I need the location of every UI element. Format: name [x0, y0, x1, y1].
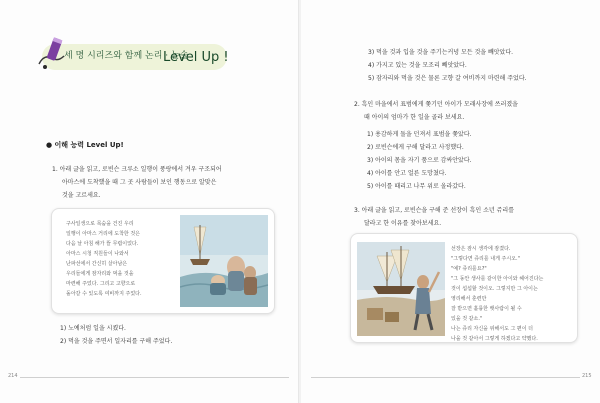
story-box [51, 208, 275, 314]
series-title: 세 명 시리즈와 함께 논리 · 논술 [64, 51, 189, 61]
left-page [0, 0, 299, 403]
question-line: 1. 아래 글을 읽고, 로빈슨 크루소 일행이 풍랑에서 겨우 구조되어 [52, 166, 222, 173]
page-number: 214 [8, 373, 18, 379]
ship-illustration [357, 242, 445, 336]
question-3 [354, 204, 594, 230]
story-box [350, 233, 578, 343]
answer-option[interactable]: 2) 로빈슨에게 구해 달라고 사정했다. [367, 144, 464, 151]
page-number: 215 [582, 373, 592, 379]
footer-divider [20, 377, 289, 378]
story-line: 나는 쥬리 자신을 위해서도 그 편이 더 [451, 326, 533, 332]
story-line: 일행이 아마스 거리에 도착한 것은 [66, 231, 140, 237]
story-line: 영리해서 훈련만 [451, 296, 487, 302]
answer-option[interactable]: 3) 먹을 것과 입을 것을 주기는커녕 모든 것을 빼앗았다. [368, 49, 514, 56]
answer-option[interactable]: 4) 가지고 있는 것을 모조리 빼앗았다. [368, 62, 467, 69]
question-2 [354, 98, 594, 124]
story-line: 돌아갈 수 있도록 여비까지 주었다. [66, 291, 142, 297]
answer-option[interactable]: 3) 아이의 몸을 자기 품으로 감싸안았다. [367, 157, 472, 164]
level-up-heading: Level Up ! [163, 50, 229, 65]
answer-option[interactable]: 4) 아이를 안고 얼른 도망쳤다. [367, 170, 447, 177]
story-line: 있을 것 같소." [451, 316, 483, 322]
question-line: 3. 아래 글을 읽고, 로빈슨을 구해 준 선장이 흑인 소년 쥬리를 [354, 207, 515, 214]
question-line: 아마스에 도착했을 때 그 곳 사람들이 보인 행동으로 알맞은 [62, 179, 217, 186]
question-line: 2. 흑인 마을에서 표범에게 쫓기던 아이가 모래사장에 쓰러졌을 [354, 101, 518, 108]
story-line: "예? 쥬리를요?" [451, 266, 487, 272]
story-line: 구사일생으로 목숨을 건진 우리 [66, 221, 134, 227]
section-title: ● 이해 능력 Level Up! [46, 141, 124, 149]
answer-option[interactable]: 5) 아이를 때리고 나무 위로 올라갔다. [367, 183, 466, 190]
story-line: 잘 받으면 훌륭한 뱃사람이 될 수 [451, 306, 522, 312]
story-line: 것이 섭섭할 것이오. 그렇지만 그 아이는 [451, 286, 538, 292]
answer-option[interactable]: 5) 잠자리와 먹을 것은 물론 고향 갈 여비까지 마련해 주었다. [368, 75, 527, 82]
story-line: 우리들에게 잠자리와 먹을 것을 [66, 271, 134, 277]
answer-option[interactable]: 1) 노예처럼 일을 시켰다. [60, 325, 126, 332]
story-text [66, 219, 176, 299]
answer-option[interactable]: 2) 먹을 것을 주면서 일자리를 구해 주었다. [60, 338, 173, 345]
story-text [451, 244, 573, 344]
story-line: 마련해 주었다. 그리고 고향으로 [66, 281, 136, 287]
question-line: 때 아이의 엄마가 한 일을 골라 보세요. [364, 114, 465, 121]
rescue-illustration [180, 215, 268, 307]
question-line: 것을 고르세요. [62, 192, 101, 199]
answer-option[interactable]: 1) 용감하게 돌을 던져서 표범을 쫓았다. [367, 131, 472, 138]
story-line: 선장은 잠시 생각에 잠겼다. [451, 246, 511, 252]
question-1 [52, 163, 288, 202]
story-line: "그 동안 생사를 같이한 아이와 헤어진다는 [451, 276, 544, 282]
story-line: 나을 것 같아서 그렇게 하겠다고 약했다. [451, 336, 538, 342]
footer-divider [311, 377, 580, 378]
story-line: 아마스 시청 직원들이 나와서 [66, 251, 129, 257]
story-line: 난파선에서 간신히 살아남은 [66, 261, 128, 267]
story-line: 다음 날 아침 해가 뜰 무렵이었다. [66, 241, 139, 247]
right-page [301, 0, 600, 403]
question-line: 달라고 한 이유를 찾아보세요. [364, 220, 442, 227]
story-line: "그렇다면 쥬리를 내게 주시오." [451, 256, 520, 262]
